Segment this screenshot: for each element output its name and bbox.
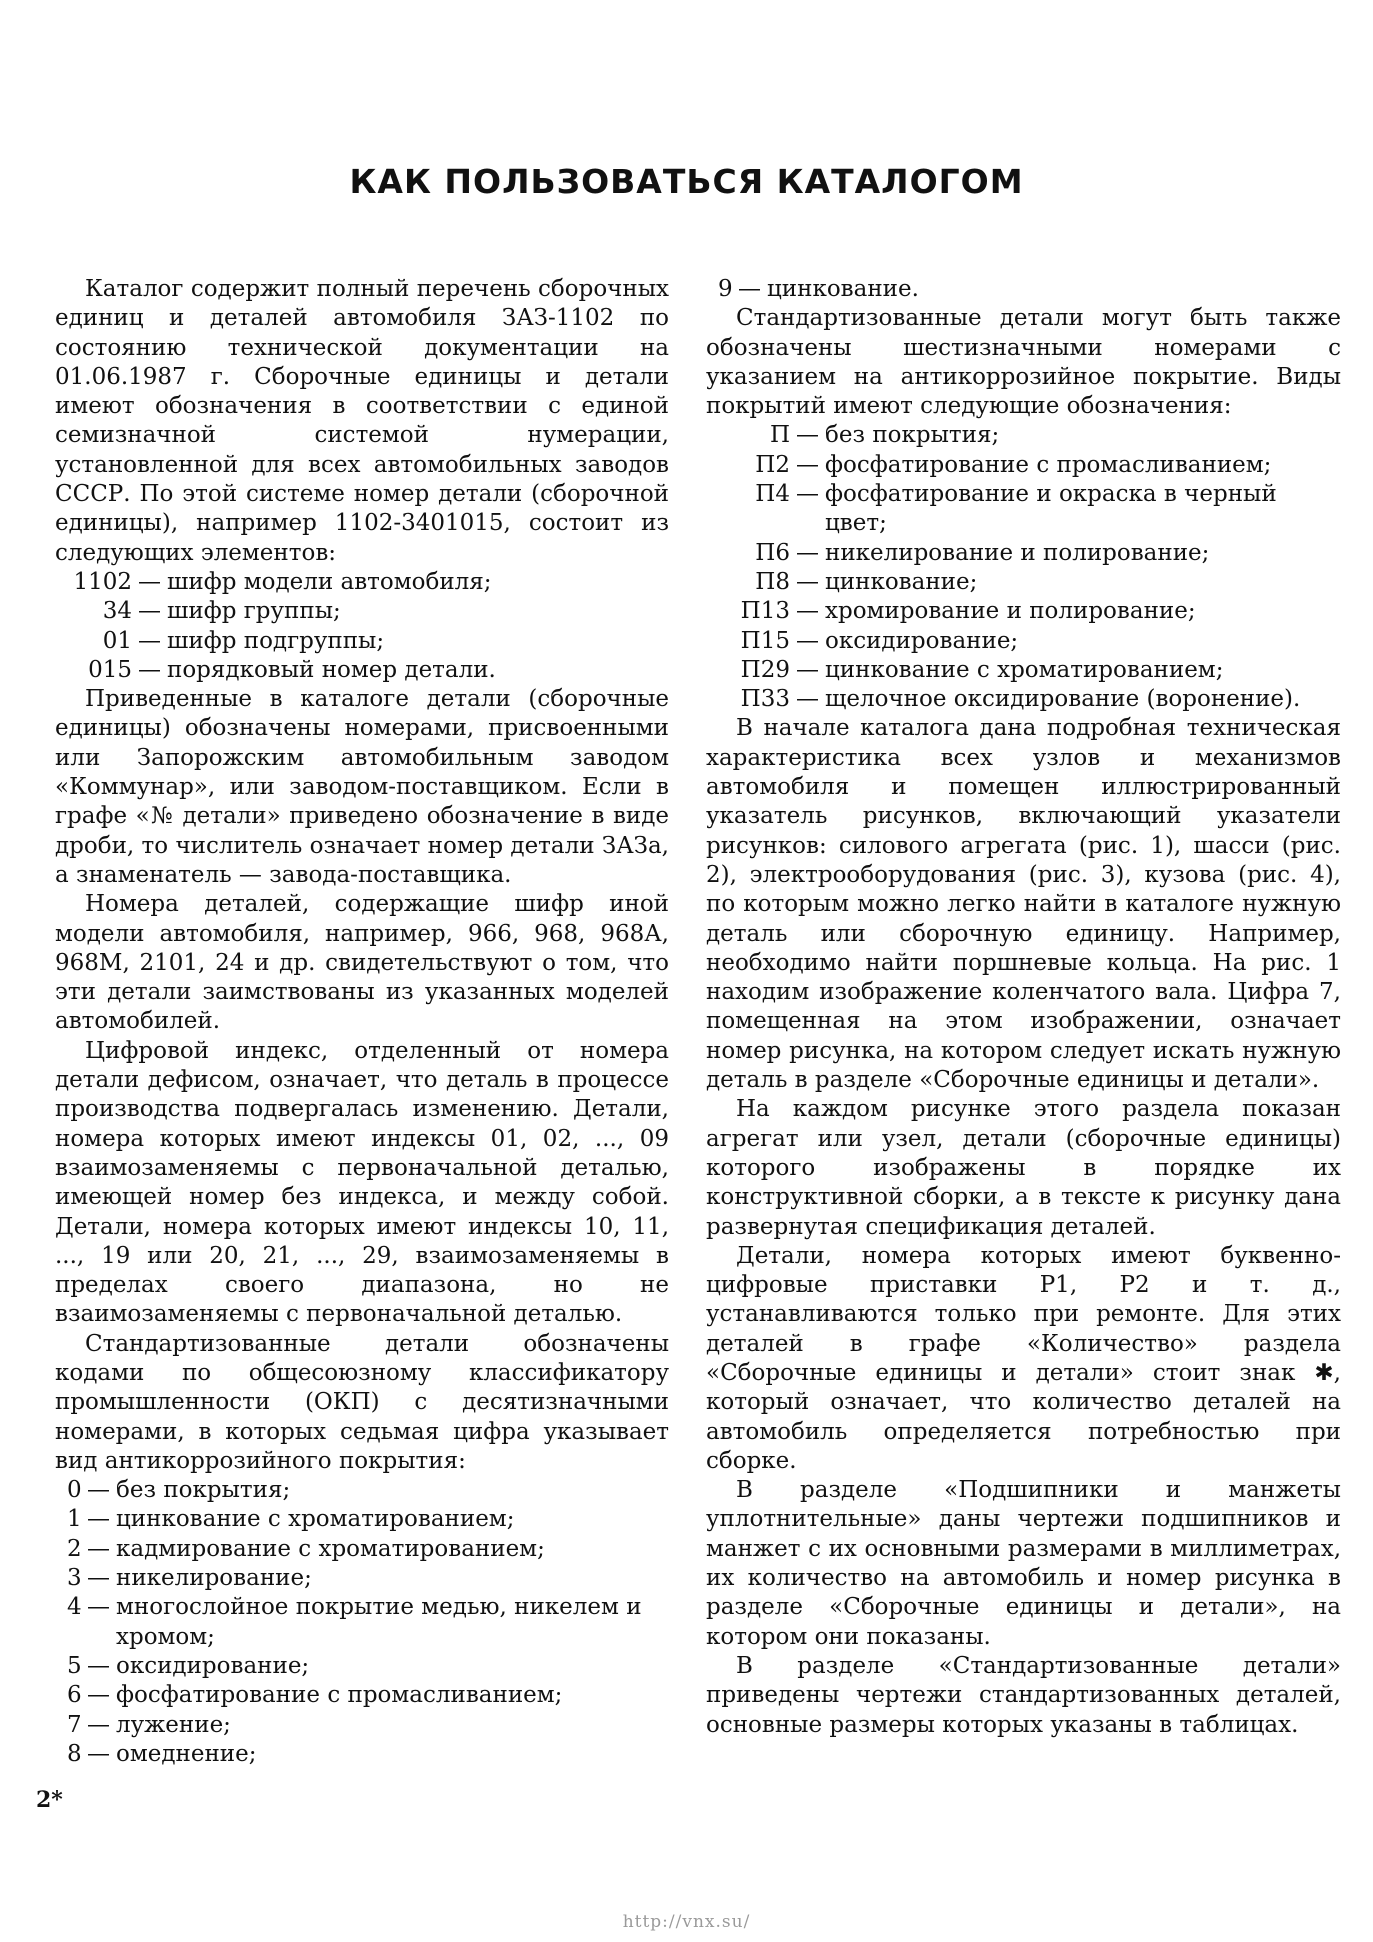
dash: —: [138, 568, 161, 595]
list-item: [734, 421, 1341, 450]
dash: —: [796, 627, 819, 654]
coating-text: фосфатирование с промасливанием;: [116, 1682, 563, 1709]
list-item: [718, 275, 1341, 304]
list-item: [734, 597, 1341, 626]
paragraph: В разделе «Стандартизованные детали» приведены чертежи стандартизованных деталей, основные размеры которых указаны в таблицах.: [706, 1652, 1341, 1738]
coating-digit-list: [55, 1476, 669, 1769]
list-item: [67, 1505, 669, 1534]
dash: —: [87, 1594, 110, 1621]
paragraph: Стандартизованные детали могут быть также обозначены шестизначными номерами с указанием на антикоррозийное покрытие. Виды покрытий имеют следующие обозначения:: [706, 305, 1341, 420]
element-text: порядковый номер детали.: [167, 656, 496, 683]
dash: —: [87, 1682, 110, 1709]
dash: —: [87, 1565, 110, 1592]
coating-text: кадмирование с хроматированием;: [116, 1535, 545, 1562]
paragraph: На каждом рисунке этого раздела показан агрегат или узел, детали (сборочные единицы) которого изображены в порядке их конструктивной сборки, а в тексте к рисунку дана развернутая спецификация деталей.: [706, 1096, 1341, 1240]
list-item: [734, 656, 1341, 685]
coating-code: П8: [755, 568, 790, 595]
list-item: [67, 1564, 669, 1593]
dash: —: [138, 598, 161, 625]
dash: —: [87, 1535, 110, 1562]
dash: —: [87, 1506, 110, 1533]
dash: —: [87, 1477, 110, 1504]
coating-code: П29: [740, 656, 790, 683]
coating-code: 3: [67, 1565, 82, 1592]
coating-text: без покрытия;: [825, 422, 1000, 449]
coating-text: без покрытия;: [116, 1477, 291, 1504]
coating-text: фосфатирование и окраска в черный цвет;: [825, 481, 1277, 537]
coating-code: П2: [755, 451, 790, 478]
page-number: 2*: [36, 1787, 63, 1813]
list-item: [67, 1681, 669, 1710]
coating-code: 1: [67, 1506, 82, 1533]
dash: —: [87, 1740, 110, 1767]
dash: —: [138, 627, 161, 654]
source-url: http://vnx.su/: [622, 1912, 751, 1932]
coating-code: 8: [67, 1740, 82, 1767]
list-item: [734, 539, 1341, 568]
right-column: [706, 275, 1341, 1740]
coating-code: 7: [67, 1711, 82, 1738]
list-item: [64, 656, 669, 685]
element-code: 1102: [73, 568, 132, 595]
element-text: шифр группы;: [167, 598, 341, 625]
paragraph: Цифровой индекс, отделенный от номера детали дефисом, означает, что деталь в процессе производства подвергалась изменению. Детали, номера которых имеют индексы 01, 02, ..., 09 взаимозаменяемы с первоначальной деталью, имеющей номер без индекса, и между собой. Детали, номера которых имеют индексы 10, 11, ..., 19 или 20, 21, ..., 29, взаимозаменяемы в пределах своего диапазона, но не взаимозаменяемы с первоначальной деталью.: [55, 1037, 669, 1328]
coating-text: многослойное покрытие медью, никелем и хромом;: [116, 1594, 642, 1650]
coating-code: 0: [67, 1477, 82, 1504]
paragraph: В начале каталога дана подробная техническая характеристика всех узлов и механизмов автомобиля и помещен иллюстрированный указатель рисунков, включающий указатели рисунков: силового агрегата (рис. 1), шасси (рис. 2), электрооборудования (рис. 3), кузова (рис. 4), по которым можно легко найти в каталоге нужную деталь или сборочную единицу. Например, необходимо найти поршневые кольца. На рис. 1 находим изображение коленчатого вала. Цифра 7, помещенная на этом изображении, означает номер рисунка, на котором следует искать нужную деталь в разделе «Сборочные единицы и детали».: [706, 715, 1341, 1094]
coating-text: цинкование.: [767, 276, 919, 302]
page-title: КАК ПОЛЬЗОВАТЬСЯ КАТАЛОГОМ: [349, 162, 1024, 201]
dash: —: [738, 276, 761, 302]
coating-text: оксидирование;: [116, 1652, 310, 1679]
coating-code: П15: [740, 627, 790, 654]
coating-code: 2: [67, 1535, 82, 1562]
paragraph: Номера деталей, содержащие шифр иной модели автомобиля, например, 966, 968, 968А, 968М, 2101, 24 и др. свидетельствуют о том, что эти детали заимствованы из указанных моделей автомобилей.: [55, 891, 669, 1035]
dash: —: [87, 1711, 110, 1738]
list-item: [734, 480, 1341, 539]
coating-code-list: [706, 421, 1341, 714]
coating-text: лужение;: [116, 1711, 231, 1738]
list-item: [67, 1476, 669, 1505]
coating-code: 5: [67, 1652, 82, 1679]
coating-text: фосфатирование с промасливанием;: [825, 451, 1272, 478]
coating-code: П4: [755, 481, 790, 508]
paragraph: В разделе «Подшипники и манжеты уплотнительные» даны чертежи подшипников и манжет с их основными размерами в миллиметрах, их количество на автомобиль и номер рисунка в разделе «Сборочные единицы и детали», на котором они показаны.: [706, 1477, 1341, 1650]
dash: —: [87, 1652, 110, 1679]
coating-code: 6: [67, 1682, 82, 1709]
dash: —: [796, 481, 819, 508]
coating-text: щелочное оксидирование (воронение).: [825, 686, 1301, 713]
coating-code: 9: [718, 276, 733, 302]
coating-text: цинкование с хроматированием;: [116, 1506, 515, 1533]
coating-text: цинкование;: [825, 568, 978, 595]
element-text: шифр подгруппы;: [167, 627, 385, 654]
list-item: [67, 1535, 669, 1564]
coating-text: никелирование и полирование;: [825, 539, 1210, 566]
left-column: [55, 275, 669, 1769]
number-elements-list: [55, 568, 669, 685]
dash: —: [138, 656, 161, 683]
list-item: [64, 627, 669, 656]
coating-code: П13: [740, 598, 790, 625]
list-item: [67, 1740, 669, 1769]
paragraph: Детали, номера которых имеют буквенно-цифровые приставки Р1, Р2 и т. д., устанавливаются только при ремонте. Для этих деталей в графе «Количество» раздела «Сборочные единицы и детали» стоит знак ✱, который означает, что количество деталей на автомобиль определяется потребностью при сборке.: [706, 1242, 1341, 1474]
coating-text: никелирование;: [116, 1565, 312, 1592]
coating-code: 4: [67, 1594, 82, 1621]
element-code: 01: [102, 627, 132, 654]
coating-code: П: [769, 422, 790, 449]
list-item: [64, 597, 669, 626]
dash: —: [796, 539, 819, 566]
dash: —: [796, 422, 819, 449]
list-item: [734, 627, 1341, 656]
dash: —: [796, 598, 819, 625]
coating-text: омеднение;: [116, 1740, 257, 1767]
dash: —: [796, 656, 819, 683]
coating-text: оксидирование;: [825, 627, 1019, 654]
coating-text: хромирование и полирование;: [825, 598, 1196, 625]
element-code: 015: [88, 656, 132, 683]
dash: —: [796, 568, 819, 595]
list-item: [67, 1711, 669, 1740]
intro-paragraph: Каталог содержит полный перечень сборочных единиц и деталей автомобиля ЗАЗ-1102 по состоянию технической документации на 01.06.1987 г. Сборочные единицы и детали имеют обозначения в соответствии с единой семизначной системой нумерации, установленной для всех автомобильных заводов СССР. По этой системе номер детали (сборочной единицы), например 1102-3401015, состоит из следующих элементов:: [55, 276, 669, 566]
list-item: [64, 568, 669, 597]
coating-text: цинкование с хроматированием;: [825, 656, 1224, 683]
list-item: [67, 1593, 669, 1652]
list-item: [734, 685, 1341, 714]
list-item: [734, 568, 1341, 597]
list-item: [67, 1652, 669, 1681]
dash: —: [796, 686, 819, 713]
element-text: шифр модели автомобиля;: [167, 568, 492, 595]
element-code: 34: [102, 598, 132, 625]
paragraph: Стандартизованные детали обозначены кодами по общесоюзному классификатору промышленности (ОКП) с десятизначными номерами, в которых седьмая цифра указывает вид антикоррозийного покрытия:: [55, 1330, 669, 1474]
coating-code: П6: [755, 539, 790, 566]
coating-code: П33: [740, 686, 790, 713]
dash: —: [796, 451, 819, 478]
paragraph: Приведенные в каталоге детали (сборочные единицы) обозначены номерами, присвоенными или Запорожским автомобильным заводом «Коммунар», или заводом-поставщиком. Если в графе «№ детали» приведено обозначение в виде дроби, то числитель означает номер детали ЗАЗа, а знаменатель — завода-поставщика.: [55, 686, 669, 888]
list-item: [734, 451, 1341, 480]
